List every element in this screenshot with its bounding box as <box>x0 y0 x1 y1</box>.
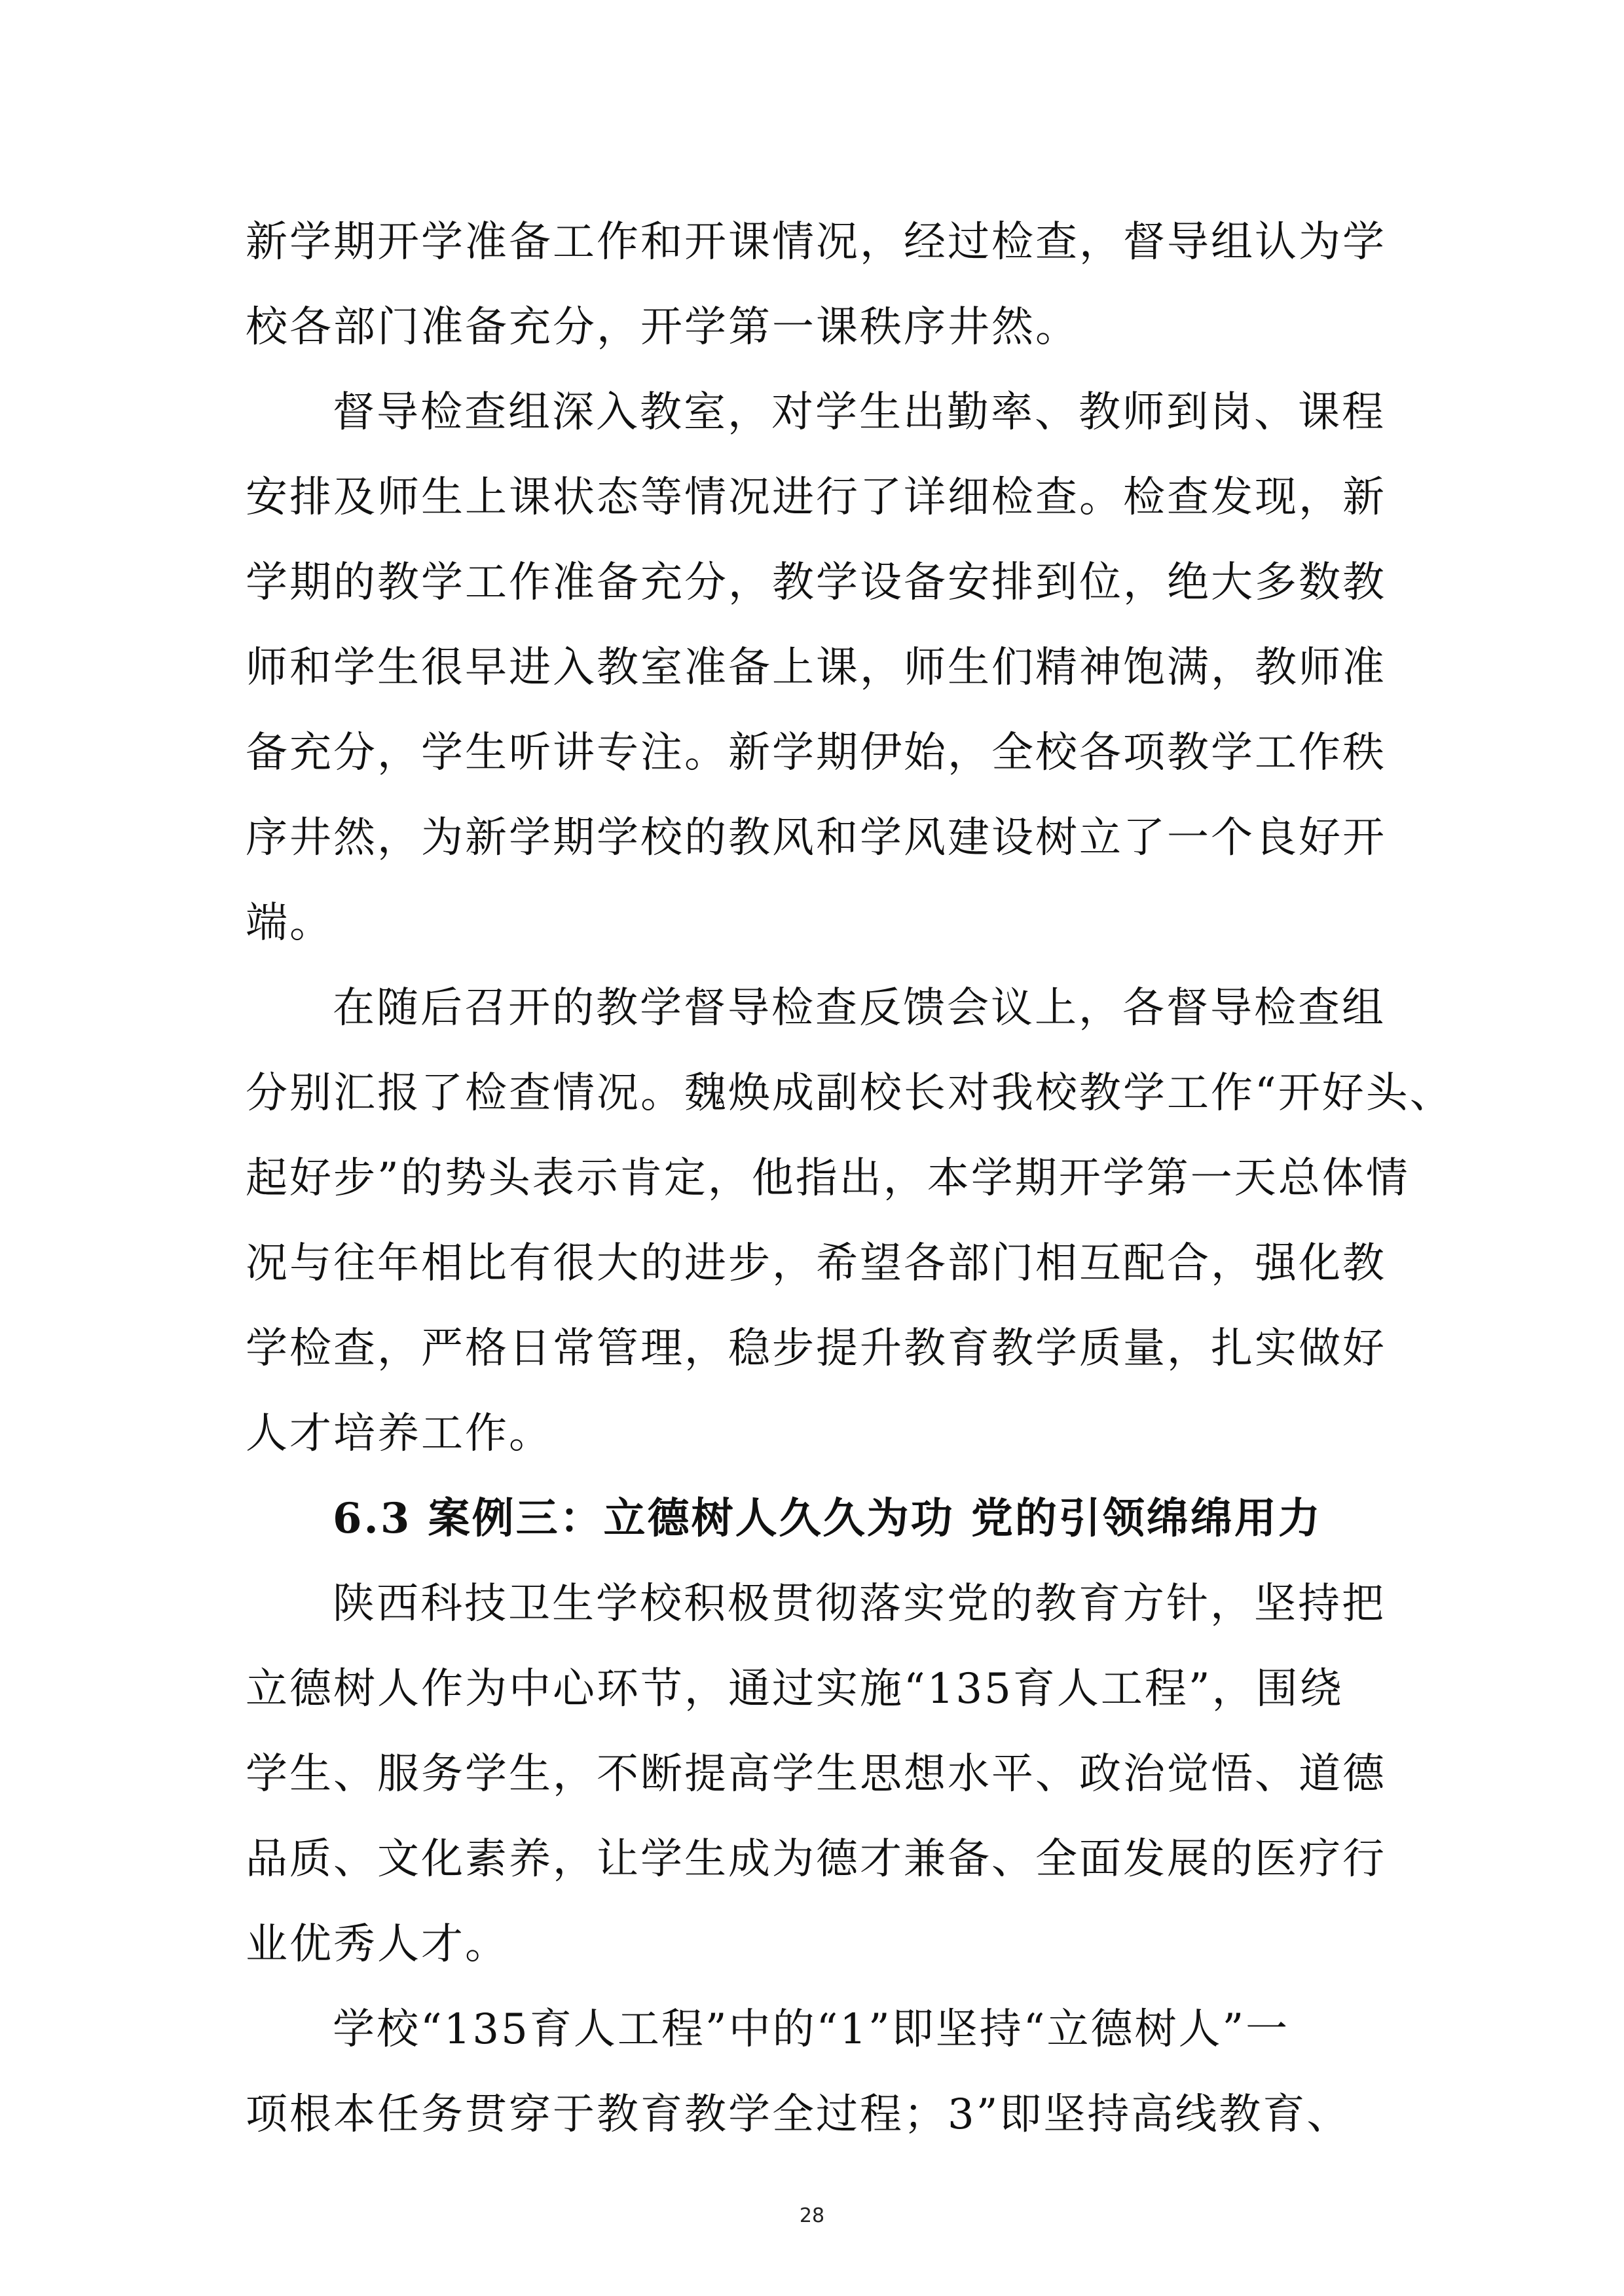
paragraph-line: 业优秀人才。 <box>246 1920 509 1969</box>
paragraph-line: 安排及师生上课状态等情况进行了详细检查。检查发现，新 <box>246 473 1386 522</box>
page-number: 28 <box>799 2204 825 2227</box>
section-heading: 6.3 案例三：立德树人久久为功 党的引领绵绵用力 <box>333 1494 1322 1543</box>
paragraph-line: 陕西科技卫生学校积极贯彻落实党的教育方针，坚持把 <box>333 1580 1386 1628</box>
paragraph-line: 况与往年相比有很大的进步，希望各部门相互配合，强化教 <box>246 1239 1386 1288</box>
paragraph-line: 端。 <box>246 899 333 947</box>
paragraph-line: 起好步”的势头表示肯定，他指出，本学期开学第一天总体情 <box>246 1154 1410 1203</box>
paragraph-line: 序井然，为新学期学校的教风和学风建设树立了一个良好开 <box>246 814 1386 862</box>
paragraph-line: 学生、服务学生，不断提高学生思想水平、政治觉悟、道德 <box>246 1750 1386 1798</box>
paragraph-line: 在随后召开的教学督导检查反馈会议上，各督导检查组 <box>333 984 1386 1032</box>
paragraph-line: 督导检查组深入教室，对学生出勤率、教师到岗、课程 <box>333 388 1386 437</box>
paragraph-line: 人才培养工作。 <box>246 1410 553 1458</box>
paragraph-line: 学检查，严格日常管理，稳步提升教育教学质量，扎实做好 <box>246 1324 1386 1373</box>
paragraph-line: 师和学生很早进入教室准备上课，师生们精神饱满，教师准 <box>246 644 1386 692</box>
paragraph-line: 校各部门准备充分，开学第一课秩序井然。 <box>246 303 1079 352</box>
paragraph-line: 学校“135育人工程”中的“1”即坚持“立德树人”一 <box>333 2005 1290 2054</box>
paragraph-line: 备充分，学生听讲专注。新学期伊始，全校各项教学工作秩 <box>246 729 1386 777</box>
paragraph-line: 立德树人作为中心环节，通过实施“135育人工程”，围绕 <box>246 1665 1344 1713</box>
paragraph-line: 新学期开学准备工作和开课情况，经过检查，督导组认为学 <box>246 218 1386 266</box>
paragraph-line: 品质、文化素养，让学生成为德才兼备、全面发展的医疗行 <box>246 1835 1386 1884</box>
paragraph-line: 分别汇报了检查情况。魏焕成副校长对我校教学工作“开好头、 <box>246 1069 1454 1118</box>
paragraph-line: 项根本任务贯穿于教育教学全过程；3”即坚持高线教育、 <box>246 2090 1351 2139</box>
paragraph-line: 学期的教学工作准备充分，教学设备安排到位，绝大多数教 <box>246 558 1386 607</box>
